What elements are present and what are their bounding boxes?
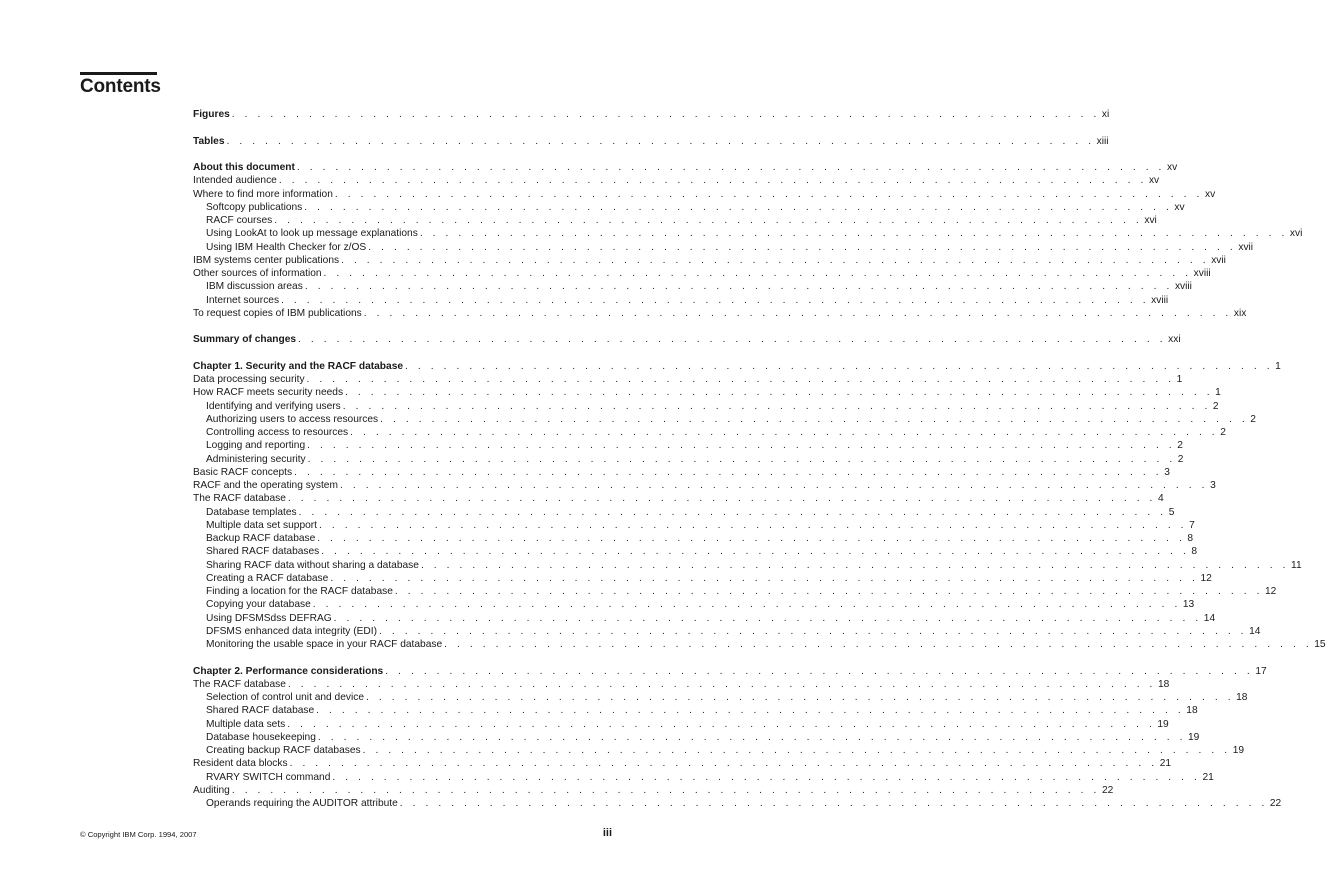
toc-dot-leader: . . . . . . . . . . . . . . . . . . . . . . . . . . . . . . . . . . . . . . . . . . . . . . . . . . . . . . . . . . . . . . . . . . . .	[317, 533, 1186, 544]
toc-dot-leader: . . . . . . . . . . . . . . . . . . . . . . . . . . . . . . . . . . . . . . . . . . . . . . . . . . . . . . . . . . . . . . . . . . . .	[334, 188, 1203, 200]
toc-entry[interactable]	[193, 585, 1277, 598]
toc-page-number: 14	[1249, 625, 1261, 637]
toc-entry-title: Internet sources	[206, 294, 280, 306]
toc-dot-leader: . . . . . . . . . . . . . . . . . . . . . . . . . . . . . . . . . . . . . . . . . . . . . . . . . . . . . . . . . . . . . . . . . . . .	[363, 307, 1232, 319]
toc-dot-leader: . . . . . . . . . . . . . . . . . . . . . . . . . . . . . . . . . . . . . . . . . . . . . . . . . . . . . . . . . . . . . . . . . . . .	[307, 453, 1176, 465]
toc-entry[interactable]	[193, 519, 1195, 532]
toc-entry-title: IBM systems center publications	[193, 254, 340, 266]
toc-entry-title: Logging and reporting	[206, 440, 306, 452]
toc-page-number: xv	[1204, 188, 1216, 200]
toc-entry-title: Using LookAt to look up message explanations	[206, 228, 418, 240]
toc-dot-leader: . . . . . . . . . . . . . . . . . . . . . . . . . . . . . . . . . . . . . . . . . . . . . . . . . . . . . . . . . . . . . . . . . . . .	[332, 771, 1201, 783]
toc-entry-title: Database housekeeping	[206, 731, 316, 743]
toc-entry[interactable]	[193, 188, 1216, 201]
toc-entry[interactable]	[193, 254, 1226, 267]
toc-dot-leader: . . . . . . . . . . . . . . . . . . . . . . . . . . . . . . . . . . . . . . . . . . . . . . . . . . . . . . . . . . . . . . . . . . . .	[420, 559, 1290, 571]
toc-page-number: 17	[1255, 665, 1267, 677]
toc-page-number: 3	[1210, 480, 1216, 491]
toc-entry-title: Other sources of information	[193, 268, 322, 279]
toc-dot-leader: . . . . . . . . . . . . . . . . . . . . . . . . . . . . . . . . . . . . . . . . . . . . . . . . . . . . . . . . . . . . . . . . . . . .	[317, 731, 1186, 743]
toc-page-number: xv	[1166, 162, 1178, 173]
toc-entry[interactable]	[193, 201, 1185, 214]
toc-page-number: xvii	[1211, 254, 1226, 266]
toc-dot-leader: . . . . . . . . . . . . . . . . . . . . . . . . . . . . . . . . . . . . . . . . . . . . . . . . . . . . . . . . . . . . . . . . . . . .	[298, 334, 1167, 346]
toc-dot-leader: . . . . . . . . . . . . . . . . . . . . . . . . . . . . . . . . . . . . . . . . . . . . . . . . . . . . . . . . . . . . . . . . . . . .	[339, 480, 1209, 491]
toc-page-number: xviii	[1193, 268, 1211, 279]
toc-dot-leader: . . . . . . . . . . . . . . . . . . . . . . . . . . . . . . . . . . . . . . . . . . . . . . . . . . . . . . . . . . . . . . . . . . . .	[368, 241, 1237, 253]
toc-page-number: 8	[1191, 546, 1198, 558]
toc-section-entry[interactable]	[193, 360, 1281, 373]
toc-entry[interactable]	[193, 214, 1157, 227]
toc-spacer	[193, 347, 612, 360]
toc-entry-title: Creating a RACF database	[206, 572, 329, 584]
toc-spacer	[193, 148, 612, 161]
toc-entry-title: How RACF meets security needs	[193, 387, 344, 399]
toc-dot-leader: . . . . . . . . . . . . . . . . . . . . . . . . . . . . . . . . . . . . . . . . . . . . . . . . . . . . . . . . . . . . . . . . . . . .	[304, 201, 1173, 213]
toc-entry-title: Summary of changes	[193, 334, 297, 346]
toc-entry-title: Administering security	[206, 453, 306, 465]
toc-dot-leader: . . . . . . . . . . . . . . . . . . . . . . . . . . . . . . . . . . . . . . . . . . . . . . . . . . . . . . . . . . . . . . . . . . . .	[379, 625, 1248, 637]
toc-entry-title: Where to find more information	[193, 188, 333, 200]
toc-page-number: 8	[1187, 533, 1194, 544]
toc-page-number: xvi	[1144, 215, 1157, 226]
toc-entry-title: Data processing security	[193, 374, 305, 385]
toc-entry[interactable]	[193, 572, 1212, 585]
toc-page-number: 21	[1159, 758, 1172, 770]
toc-page-number: xvii	[1238, 241, 1254, 253]
toc-dot-leader: . . . . . . . . . . . . . . . . . . . . . . . . . . . . . . . . . . . . . . . . . . . . . . . . . . . . . . . . . . . . . . . . . . . .	[321, 546, 1190, 558]
toc-entry-title: Figures	[193, 109, 230, 120]
toc-dot-leader: . . . . . . . . . . . . . . . . . . . . . . . . . . . . . . . . . . . . . . . . . . . . . . . . . . . . . . . . . . . . . . . . . . . .	[306, 374, 1175, 385]
toc-page-number: 18	[1186, 705, 1198, 717]
toc-entry[interactable]	[193, 532, 1194, 545]
toc-page-number: 15	[1314, 639, 1326, 650]
toc-entry[interactable]	[193, 426, 1226, 439]
toc-entry-title: Tables	[193, 135, 225, 147]
toc-entry-title: Operands requiring the AUDITOR attribute	[206, 798, 398, 809]
toc-page-number: 2	[1250, 413, 1256, 425]
toc-entry-title: DFSMS enhanced data integrity (EDI)	[206, 625, 377, 637]
toc-page-number: xi	[1101, 109, 1110, 120]
toc-entry-title: Identifying and verifying users	[206, 400, 341, 412]
toc-dot-leader: . . . . . . . . . . . . . . . . . . . . . . . . . . . . . . . . . . . . . . . . . . . . . . . . . . . . . . . . . . . . . . . . . . . .	[316, 705, 1185, 717]
toc-page-number: 18	[1157, 678, 1170, 690]
toc-entry-title: Finding a location for the RACF database	[206, 586, 393, 597]
toc-dot-leader: . . . . . . . . . . . . . . . . . . . . . . . . . . . . . . . . . . . . . . . . . . . . . . . . . . . . . . . . . . . . . . . . . . . .	[399, 798, 1268, 809]
toc-page-number: 18	[1236, 692, 1248, 703]
toc-entry[interactable]	[193, 598, 1195, 611]
toc-dot-leader: . . . . . . . . . . . . . . . . . . . . . . . . . . . . . . . . . . . . . . . . . . . . . . . . . . . . . . . . . . . . . . . . . . . .	[294, 466, 1163, 478]
toc-dot-leader: . . . . . . . . . . . . . . . . . . . . . . . . . . . . . . . . . . . . . . . . . . . . . . . . . . . . . . . . . . . . . . . . . . . .	[231, 109, 1100, 120]
toc-page-number: xviii	[1151, 294, 1169, 306]
toc-page-number: xv	[1174, 201, 1185, 213]
toc-dot-leader: . . . . . . . . . . . . . . . . . . . . . . . . . . . . . . . . . . . . . . . . . . . . . . . . . . . . . . . . . . . . . . . . . . . .	[419, 228, 1288, 240]
toc-dot-leader: . . . . . . . . . . . . . . . . . . . . . . . . . . . . . . . . . . . . . . . . . . . . . . . . . . . . . . . . . . . . . . . . . . . .	[342, 400, 1211, 412]
toc-page-number: 1	[1215, 387, 1221, 399]
toc-section-entry[interactable]	[193, 161, 1178, 174]
toc-page-number: 21	[1202, 771, 1214, 783]
toc-dot-leader: . . . . . . . . . . . . . . . . . . . . . . . . . . . . . . . . . . . . . . . . . . . . . . . . . . . . . . . . . . . . . . . . . . . .	[394, 586, 1263, 597]
toc-entry-title: Multiple data set support	[206, 519, 317, 531]
toc-dot-leader: . . . . . . . . . . . . . . . . . . . . . . . . . . . . . . . . . . . . . . . . . . . . . . . . . . . . . . . . . . . . . . . . . . . .	[304, 281, 1173, 293]
toc-entry-title: RACF courses	[206, 215, 273, 226]
toc-page-number: 5	[1168, 506, 1175, 518]
toc-dot-leader: . . . . . . . . . . . . . . . . . . . . . . . . . . . . . . . . . . . . . . . . . . . . . . . . . . . . . . . . . . . . . . . . . . . .	[289, 758, 1158, 770]
toc-entry[interactable]	[193, 267, 1211, 280]
toc-entry[interactable]	[193, 718, 1169, 731]
toc-page-number: 2	[1220, 427, 1226, 438]
toc-spacer	[193, 320, 612, 333]
toc-page-number: 2	[1177, 440, 1183, 452]
toc-dot-leader: . . . . . . . . . . . . . . . . . . . . . . . . . . . . . . . . . . . . . . . . . . . . . . . . . . . . . . . . . . . . . . . . . . . .	[312, 599, 1181, 611]
toc-dot-leader: . . . . . . . . . . . . . . . . . . . . . . . . . . . . . . . . . . . . . . . . . . . . . . . . . . . . . . . . . . . . . . . . . . . .	[281, 294, 1150, 306]
toc-dot-leader: . . . . . . . . . . . . . . . . . . . . . . . . . . . . . . . . . . . . . . . . . . . . . . . . . . . . . . . . . . . . . . . . . . . .	[380, 413, 1249, 425]
toc-entry[interactable]	[193, 174, 1160, 187]
toc-page-number: 3	[1164, 466, 1170, 478]
toc-entry[interactable]	[193, 413, 1256, 426]
toc-entry-title: Backup RACF database	[206, 533, 316, 544]
toc-entry[interactable]	[193, 612, 1216, 625]
toc-page-number: 11	[1291, 559, 1302, 571]
toc-entry-title: Intended audience	[193, 175, 277, 187]
toc-entry[interactable]	[193, 373, 1183, 386]
table-of-contents	[193, 108, 1326, 810]
toc-section-entry[interactable]	[193, 135, 1109, 148]
toc-entry[interactable]	[193, 678, 1170, 691]
toc-entry-title: Softcopy publications	[206, 201, 303, 213]
toc-entry[interactable]	[193, 731, 1200, 744]
toc-entry-title: Shared RACF database	[206, 705, 315, 717]
toc-dot-leader: . . . . . . . . . . . . . . . . . . . . . . . . . . . . . . . . . . . . . . . . . . . . . . . . . . . . . . . . . . . . . . . . . . . .	[323, 268, 1192, 279]
toc-entry-title: Authorizing users to access resources	[206, 413, 379, 425]
toc-entry[interactable]	[193, 757, 1172, 770]
toc-entry[interactable]	[193, 439, 1183, 452]
toc-entry-title: To request copies of IBM publications	[193, 307, 362, 319]
toc-entry-title: RVARY SWITCH command	[206, 771, 331, 783]
toc-spacer	[193, 121, 612, 134]
toc-page-number: xix	[1233, 307, 1247, 319]
toc-dot-leader: . . . . . . . . . . . . . . . . . . . . . . . . . . . . . . . . . . . . . . . . . . . . . . . . . . . . . . . . . . . . . . . . . . . .	[287, 493, 1156, 505]
toc-entry[interactable]	[193, 545, 1198, 558]
toc-section-entry[interactable]	[193, 665, 1267, 678]
toc-entry-title: Auditing	[193, 784, 230, 796]
toc-dot-leader: . . . . . . . . . . . . . . . . . . . . . . . . . . . . . . . . . . . . . . . . . . . . . . . . . . . . . . . . . . . . . . . . . . . .	[333, 612, 1202, 624]
toc-dot-leader: . . . . . . . . . . . . . . . . . . . . . . . . . . . . . . . . . . . . . . . . . . . . . . . . . . . . . . . . . . . . . . . . . . . .	[287, 678, 1156, 690]
toc-dot-leader: . . . . . . . . . . . . . . . . . . . . . . . . . . . . . . . . . . . . . . . . . . . . . . . . . . . . . . . . . . . . . . . . . . . .	[385, 665, 1254, 677]
toc-entry[interactable]	[193, 638, 1326, 651]
toc-entry[interactable]	[193, 797, 1282, 810]
toc-entry[interactable]	[193, 227, 1303, 240]
toc-entry[interactable]	[193, 704, 1198, 717]
toc-page-number: 2	[1177, 453, 1184, 465]
toc-entry[interactable]	[193, 771, 1214, 784]
toc-entry-title: Resident data blocks	[193, 758, 288, 770]
toc-page-number: 22	[1269, 798, 1282, 809]
toc-section-entry[interactable]	[193, 333, 1181, 346]
toc-entry-title: Copying your database	[206, 599, 311, 611]
toc-entry-title: Sharing RACF data without sharing a database	[206, 559, 419, 571]
toc-entry-title: Using IBM Health Checker for z/OS	[206, 241, 367, 253]
toc-dot-leader: . . . . . . . . . . . . . . . . . . . . . . . . . . . . . . . . . . . . . . . . . . . . . . . . . . . . . . . . . . . . . . . . . . . .	[366, 692, 1235, 703]
toc-page-number: 2	[1212, 400, 1219, 412]
toc-page-number: 7	[1189, 519, 1195, 531]
page-number: iii	[602, 827, 612, 839]
toc-entry[interactable]	[193, 506, 1175, 519]
toc-page-number: xv	[1148, 175, 1160, 187]
toc-entry-title: The RACF database	[193, 678, 286, 690]
toc-entry-title: Controlling access to resources	[206, 427, 349, 438]
toc-entry-title: About this document	[193, 162, 295, 173]
toc-entry-title: Chapter 2. Performance considerations	[193, 665, 384, 677]
toc-dot-leader: . . . . . . . . . . . . . . . . . . . . . . . . . . . . . . . . . . . . . . . . . . . . . . . . . . . . . . . . . . . . . . . . . . . .	[345, 387, 1214, 399]
toc-entry[interactable]	[193, 744, 1245, 757]
toc-dot-leader: . . . . . . . . . . . . . . . . . . . . . . . . . . . . . . . . . . . . . . . . . . . . . . . . . . . . . . . . . . . . . . . . . . . .	[330, 572, 1199, 584]
toc-entry[interactable]	[193, 294, 1169, 307]
heading-rule	[80, 72, 157, 75]
toc-entry-title: Using DFSMSdss DEFRAG	[206, 612, 332, 624]
toc-entry[interactable]	[193, 400, 1219, 413]
toc-page-number: 12	[1265, 586, 1277, 597]
toc-entry-title: Multiple data sets	[206, 718, 286, 730]
toc-page-number: 1	[1275, 360, 1281, 372]
toc-dot-leader: . . . . . . . . . . . . . . . . . . . . . . . . . . . . . . . . . . . . . . . . . . . . . . . . . . . . . . . . . . . . . . . . . . . .	[319, 519, 1188, 531]
toc-dot-leader: . . . . . . . . . . . . . . . . . . . . . . . . . . . . . . . . . . . . . . . . . . . . . . . . . . . . . . . . . . . . . . . . . . . .	[341, 254, 1210, 266]
toc-dot-leader: . . . . . . . . . . . . . . . . . . . . . . . . . . . . . . . . . . . . . . . . . . . . . . . . . . . . . . . . . . . . . . . . . . . .	[226, 135, 1095, 147]
toc-page-number: 19	[1232, 745, 1245, 756]
toc-section-entry[interactable]	[193, 108, 1110, 121]
toc-page-number: xvi	[1289, 228, 1303, 240]
toc-page-number: 4	[1157, 493, 1164, 505]
toc-entry[interactable]	[193, 784, 1114, 797]
toc-dot-leader: . . . . . . . . . . . . . . . . . . . . . . . . . . . . . . . . . . . . . . . . . . . . . . . . . . . . . . . . . . . . . . . . . . . .	[274, 215, 1143, 226]
page-title: Contents	[80, 76, 161, 97]
toc-entry-title: IBM discussion areas	[206, 281, 303, 293]
toc-entry[interactable]	[193, 559, 1302, 572]
toc-entry[interactable]	[193, 280, 1192, 293]
toc-entry[interactable]	[193, 241, 1254, 254]
toc-dot-leader: . . . . . . . . . . . . . . . . . . . . . . . . . . . . . . . . . . . . . . . . . . . . . . . . . . . . . . . . . . . . . . . . . . . .	[298, 506, 1167, 518]
toc-entry-title: Basic RACF concepts	[193, 466, 293, 478]
toc-dot-leader: . . . . . . . . . . . . . . . . . . . . . . . . . . . . . . . . . . . . . . . . . . . . . . . . . . . . . . . . . . . . . . . . . . . .	[287, 718, 1156, 730]
toc-page-number: 19	[1188, 731, 1200, 743]
toc-page-number: 14	[1203, 612, 1216, 624]
toc-page-number: xviii	[1174, 281, 1192, 293]
toc-dot-leader: . . . . . . . . . . . . . . . . . . . . . . . . . . . . . . . . . . . . . . . . . . . . . . . . . . . . . . . . . . . . . . . . . . . .	[405, 360, 1274, 372]
toc-page-number: 1	[1176, 374, 1183, 385]
toc-entry[interactable]	[193, 466, 1170, 479]
toc-entry-title: Shared RACF databases	[206, 546, 320, 558]
toc-page-number: 12	[1200, 572, 1212, 584]
toc-entry[interactable]	[193, 625, 1261, 638]
toc-dot-leader: . . . . . . . . . . . . . . . . . . . . . . . . . . . . . . . . . . . . . . . . . . . . . . . . . . . . . . . . . . . . . . . . . . . .	[296, 162, 1165, 173]
toc-dot-leader: . . . . . . . . . . . . . . . . . . . . . . . . . . . . . . . . . . . . . . . . . . . . . . . . . . . . . . . . . . . . . . . . . . . .	[350, 427, 1219, 438]
toc-spacer	[193, 651, 612, 664]
toc-dot-leader: . . . . . . . . . . . . . . . . . . . . . . . . . . . . . . . . . . . . . . . . . . . . . . . . . . . . . . . . . . . . . . . . . . . .	[444, 639, 1313, 650]
toc-entry-title: Creating backup RACF databases	[206, 745, 361, 756]
toc-dot-leader: . . . . . . . . . . . . . . . . . . . . . . . . . . . . . . . . . . . . . . . . . . . . . . . . . . . . . . . . . . . . . . . . . . . .	[362, 745, 1231, 756]
toc-entry-title: The RACF database	[193, 493, 286, 505]
toc-entry[interactable]	[193, 492, 1164, 505]
toc-entry-title: RACF and the operating system	[193, 480, 338, 491]
toc-page-number: 19	[1157, 718, 1169, 730]
toc-page-number: xiii	[1096, 135, 1109, 147]
toc-entry-title: Selection of control unit and device	[206, 692, 365, 703]
toc-entry[interactable]	[193, 691, 1248, 704]
toc-dot-leader: . . . . . . . . . . . . . . . . . . . . . . . . . . . . . . . . . . . . . . . . . . . . . . . . . . . . . . . . . . . . . . . . . . . .	[231, 784, 1100, 796]
toc-entry-title: Chapter 1. Security and the RACF database	[193, 360, 404, 372]
toc-entry[interactable]	[193, 386, 1221, 399]
toc-page-number: xxi	[1168, 334, 1181, 346]
toc-page-number: 22	[1101, 784, 1114, 796]
toc-entry-title: Monitoring the usable space in your RACF database	[206, 639, 443, 650]
toc-entry[interactable]	[193, 453, 1184, 466]
toc-page-number: 13	[1182, 599, 1195, 611]
toc-dot-leader: . . . . . . . . . . . . . . . . . . . . . . . . . . . . . . . . . . . . . . . . . . . . . . . . . . . . . . . . . . . . . . . . . . . .	[278, 175, 1147, 187]
toc-entry[interactable]	[193, 479, 1216, 492]
copyright-notice: © Copyright IBM Corp. 1994, 2007	[80, 830, 197, 839]
toc-entry[interactable]	[193, 307, 1247, 320]
toc-dot-leader: . . . . . . . . . . . . . . . . . . . . . . . . . . . . . . . . . . . . . . . . . . . . . . . . . . . . . . . . . . . . . . . . . . . .	[307, 440, 1176, 452]
toc-entry-title: Database templates	[206, 506, 297, 518]
